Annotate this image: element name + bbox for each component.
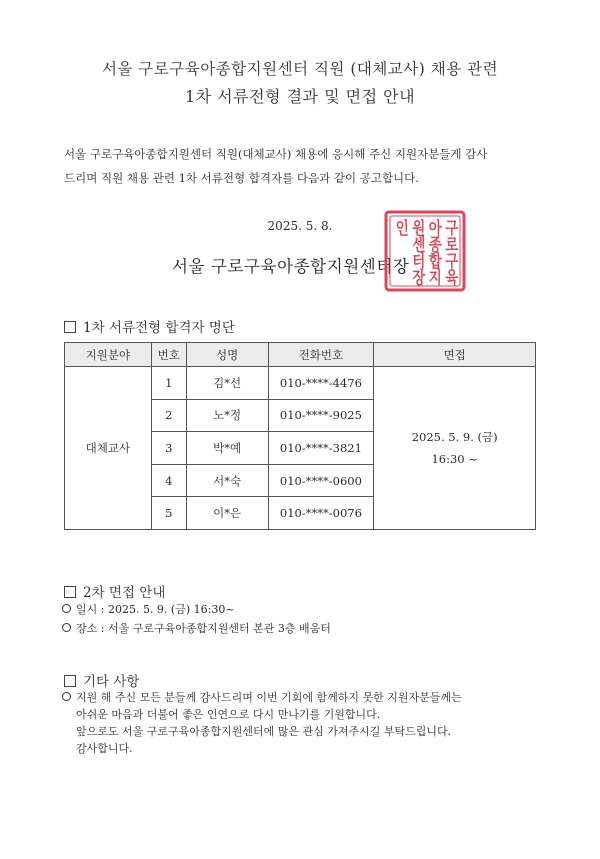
interview-location-text: 장소 : 서울 구로구육아종합지원센터 본관 3층 배움터 [76, 622, 331, 635]
seal-character: 육 [445, 267, 459, 289]
circle-bullet-icon [62, 692, 71, 701]
closing-line4: 감사합니다. [76, 742, 133, 755]
closing-line2: 아쉬운 마음과 더불어 좋은 인연으로 다시 만나기를 기원합니다. [76, 708, 381, 721]
row-name: 이*은 [186, 497, 268, 530]
section2-heading [64, 581, 165, 601]
header-phone: 전화번호 [268, 343, 374, 367]
section3-heading-text: 기타 사항 [83, 674, 140, 690]
seal-character: 센 [412, 234, 426, 256]
row-name: 김*선 [186, 367, 268, 400]
header-field: 지원분야 [65, 343, 152, 367]
row-number: 2 [151, 399, 186, 432]
row-number: 1 [151, 367, 186, 400]
row-name: 서*숙 [186, 464, 268, 497]
seal-character: 로 [445, 234, 459, 256]
header-name: 성명 [186, 343, 268, 367]
organization-name: 서울 구로구육아종합지원센터장 [172, 257, 410, 276]
row-phone: 010-****-0600 [268, 464, 374, 497]
checkbox-square-icon [64, 586, 76, 598]
row-phone: 010-****-0076 [268, 497, 374, 530]
row-phone: 010-****-9025 [268, 399, 374, 432]
document-title-line2: 1차 서류전형 결과 및 면접 안내 [184, 87, 416, 106]
circle-bullet-icon [62, 623, 71, 632]
seal-character: 터 [412, 251, 426, 272]
interview-location-item [62, 620, 331, 637]
row-name: 노*정 [186, 399, 268, 432]
section2-heading-text: 2차 면접 안내 [83, 585, 166, 601]
notice-date: 2025. 5. 8. [267, 219, 333, 233]
interview-datetime-text: 일시 : 2025. 5. 9. (금) 16:30~ [76, 603, 235, 616]
intro-paragraph [64, 142, 544, 190]
seal-character: 인 [395, 218, 409, 239]
row-phone: 010-****-3821 [268, 432, 374, 465]
seal-character: 합 [428, 251, 442, 272]
row-number: 5 [151, 497, 186, 530]
field-cell: 대체교사 [65, 367, 152, 530]
seal-character: 종 [428, 234, 442, 256]
interview-date: 2025. 5. 9. (금) [411, 429, 498, 444]
seal-character: 구 [445, 251, 459, 272]
closing-item [62, 689, 462, 706]
section3-heading [64, 670, 139, 690]
table-row [65, 367, 536, 400]
seal-characters [396, 217, 459, 288]
section1-heading [64, 316, 235, 336]
header-interview: 면접 [374, 343, 536, 367]
closing-line3: 앞으로도 서울 구로구육아종합지원센터에 많은 관심 가져주시길 부탁드립니다. [76, 725, 452, 738]
interview-cell [374, 367, 536, 530]
circle-bullet-icon [62, 604, 71, 613]
section1-heading-text: 1차 서류전형 합격자 명단 [83, 320, 235, 336]
interview-time: 16:30 ~ [431, 451, 478, 466]
checkbox-square-icon [64, 675, 76, 687]
seal-character: 원 [412, 218, 426, 239]
row-phone: 010-****-4476 [268, 367, 374, 400]
document-title-line1: 서울 구로구육아종합지원센터 직원 (대체교사) 채용 관련 [101, 60, 499, 78]
intro-line1: 서울 구로구육아종합지원센터 직원(대체교사) 채용에 응시해 주신 지원자분들게 감사 [64, 147, 488, 161]
intro-line2: 드리며 직원 채용 관련 1차 서류전형 합격자를 다음과 같이 공고합니다. [64, 171, 419, 185]
seal-character: 장 [412, 267, 426, 289]
applicant-table [64, 342, 536, 530]
checkbox-square-icon [64, 321, 76, 333]
header-number: 번호 [151, 343, 186, 367]
table-header-row [65, 343, 536, 367]
official-seal [383, 209, 467, 293]
seal-character: 구 [445, 218, 459, 239]
seal-character: 지 [428, 267, 442, 289]
row-number: 3 [151, 432, 186, 465]
row-name: 박*예 [186, 432, 268, 465]
row-number: 4 [151, 464, 186, 497]
seal-character: 아 [428, 218, 442, 239]
interview-datetime-item [62, 601, 235, 618]
closing-line1: 지원 해 주신 모든 분들께 감사드리며 이번 기회에 함께하지 못한 지원자분들께는 [76, 691, 462, 704]
